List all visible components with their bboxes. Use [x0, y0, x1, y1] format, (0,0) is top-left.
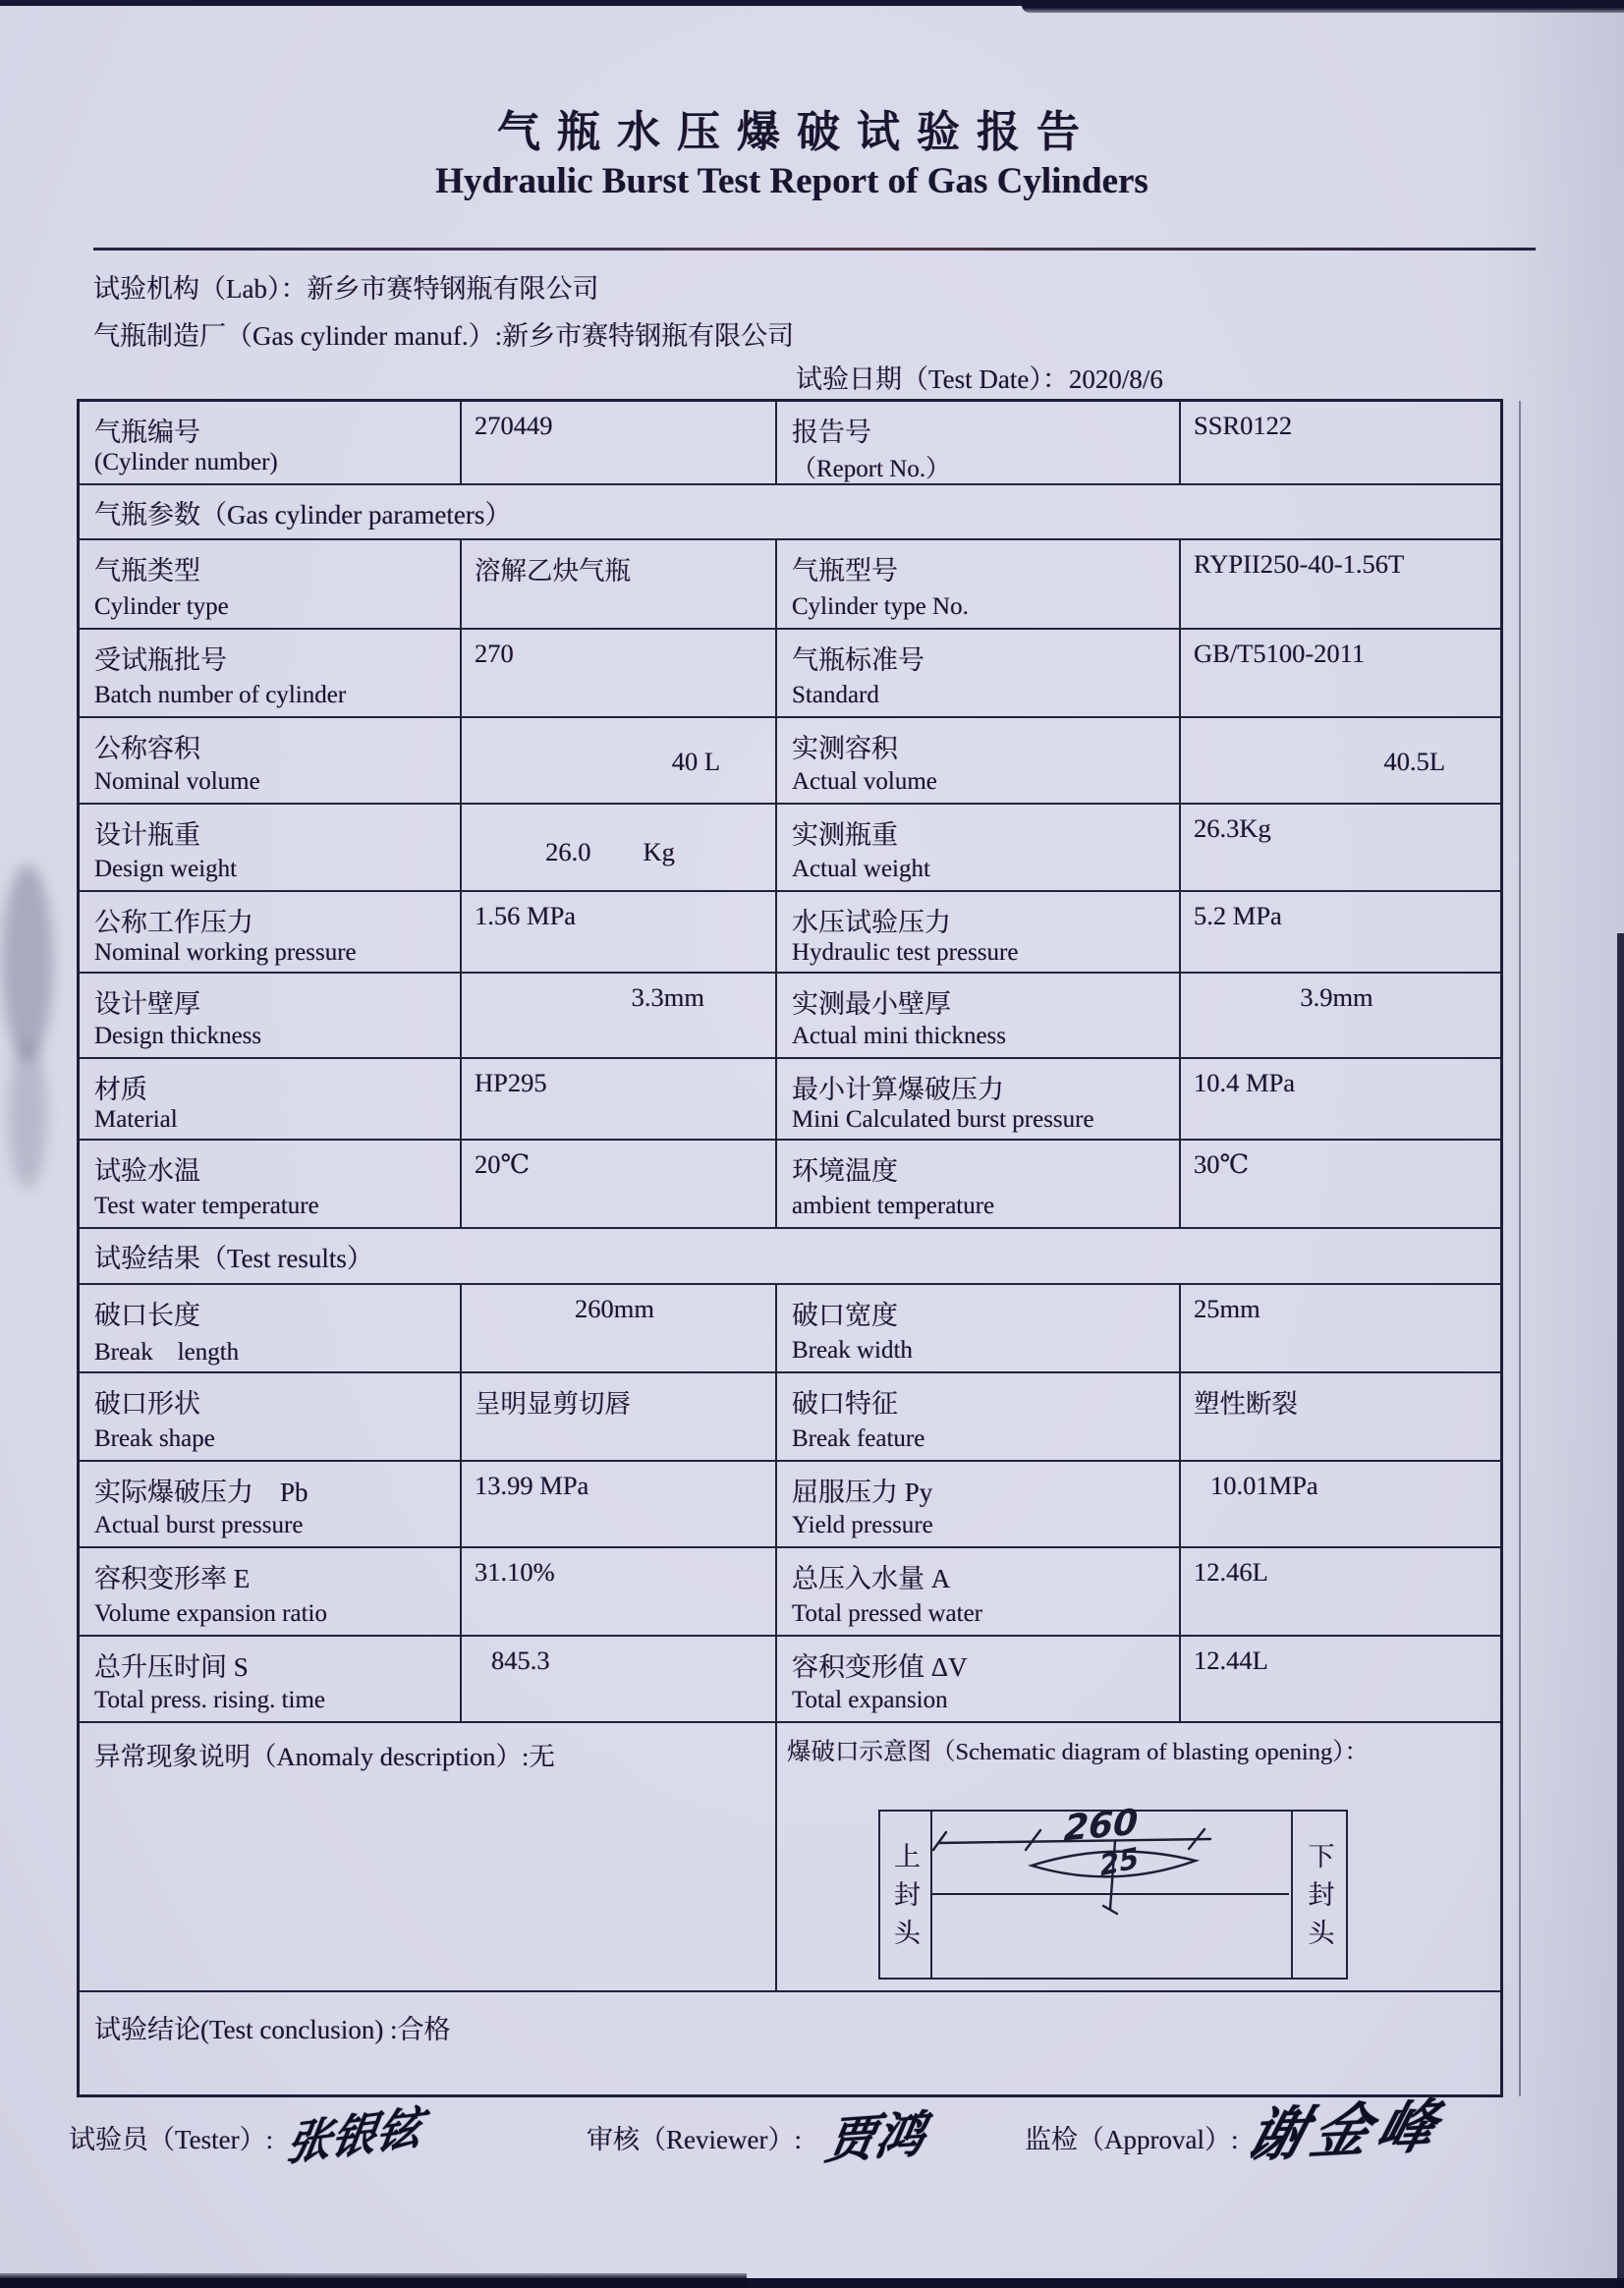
value-break-shape: 呈明显剪切唇: [462, 1373, 777, 1462]
value-nominal-working-pressure: 1.56 MPa: [462, 892, 777, 974]
label-nominal-working-pressure: [80, 892, 462, 974]
label-en: Break feature: [792, 1425, 925, 1452]
value-actual-burst-pressure: 13.99 MPa: [462, 1462, 777, 1548]
label-en: Actual burst pressure: [94, 1512, 304, 1538]
label-en: Break shape: [94, 1425, 215, 1452]
value-cylinder-type-no: RYPII250-40-1.56T: [1181, 540, 1500, 630]
value-cylinder-number: 270449: [462, 402, 777, 485]
label-cn: 实测容积: [792, 734, 898, 763]
label-yield-pressure: [777, 1462, 1181, 1548]
label-cn: 气瓶类型: [94, 556, 200, 586]
label-standard: [777, 630, 1181, 718]
scan-artifact-smudge: [2, 865, 53, 1061]
section-test-results: 试验结果（Test results）: [80, 1229, 1500, 1285]
label-en: Nominal volume: [94, 768, 260, 795]
value-mini-calculated-burst-pressure: 10.4 MPa: [1181, 1059, 1500, 1141]
label-en: Actual weight: [792, 856, 930, 882]
label-en: Standard: [792, 682, 879, 708]
label-actual-burst-pressure: [80, 1462, 462, 1548]
schematic-diagram: [878, 1802, 1348, 1980]
value-break-width: 25mm: [1181, 1285, 1500, 1373]
label-cn: 总升压时间 S: [94, 1652, 249, 1682]
label-actual-volume: [777, 718, 1181, 805]
label-cn: 破口特征: [792, 1389, 898, 1419]
label-en: Cylinder type: [94, 593, 229, 620]
value-volume-expansion-ratio: 31.10%: [462, 1548, 777, 1637]
label-en: Mini Calculated burst pressure: [792, 1106, 1094, 1133]
label-en: Break length: [94, 1339, 240, 1366]
label-cn: 气瓶标准号: [792, 645, 924, 675]
label-cn: 气瓶型号: [792, 556, 898, 586]
label-en: Yield pressure: [792, 1512, 933, 1538]
label-design-thickness: [80, 974, 462, 1059]
label-en: Cylinder type No.: [792, 593, 969, 620]
tester-label: 试验员（Tester）:: [69, 2125, 274, 2154]
schematic-heading: 爆破口示意图（Schematic diagram of blasting opening）：: [787, 1739, 1369, 1765]
label-actual-mini-thickness: [777, 974, 1181, 1059]
label-total-press-rising-time: [80, 1637, 462, 1723]
scan-artifact-ghost-line: [1519, 401, 1521, 2096]
label-en: Actual volume: [792, 768, 937, 795]
label-nominal-volume: [80, 718, 462, 805]
label-test-water-temperature: [80, 1141, 462, 1229]
scan-artifact-bottom-left-edge: [0, 2273, 747, 2288]
label-cn: 容积变形率 E: [94, 1564, 251, 1593]
label-cylinder-type: [80, 540, 462, 630]
label-cn: 设计壁厚: [94, 989, 200, 1019]
schematic-cell: [777, 1723, 1500, 1992]
value-yield-pressure: 10.01MPa: [1181, 1462, 1500, 1548]
label-cn: 实测瓶重: [792, 820, 898, 850]
label-en: Design weight: [94, 856, 238, 882]
label-break-length: [80, 1285, 462, 1373]
label-cn: 报告号: [792, 418, 871, 447]
label-en: Design thickness: [94, 1023, 262, 1049]
approval-label: 监检（Approval）:: [1025, 2125, 1239, 2154]
label-cn: 破口宽度: [792, 1301, 898, 1330]
approval-signature: 谢金峰: [1239, 2092, 1452, 2170]
label-cn: 气瓶编号: [94, 418, 200, 447]
label-cn: 受试瓶批号: [94, 645, 227, 675]
label-cylinder-number: [80, 402, 462, 485]
label-en: ambient temperature: [792, 1193, 995, 1219]
value-break-length: 260mm: [462, 1285, 777, 1373]
label-total-expansion: [777, 1637, 1181, 1723]
scan-artifact-top-right-edge: [1022, 0, 1624, 13]
diagram-upper-head-label: 上封头: [880, 1812, 932, 1978]
label-cn: 材质: [94, 1075, 147, 1104]
label-actual-weight: [777, 805, 1181, 892]
value-break-feature: 塑性断裂: [1181, 1373, 1500, 1462]
value-nominal-volume: 40 L: [462, 718, 777, 805]
label-en: Hydraulic test pressure: [792, 939, 1019, 966]
label-en: Actual mini thickness: [792, 1023, 1007, 1049]
value-test-water-temperature: 20℃: [462, 1141, 777, 1229]
label-cylinder-type-no: [777, 540, 1181, 630]
label-en: (Cylinder number): [94, 449, 278, 475]
report-table: [77, 399, 1503, 2097]
test-date: 试验日期（Test Date）：2020/8/6: [796, 364, 1163, 394]
scan-artifact-smudge: [8, 1041, 47, 1189]
scan-artifact-bottom-edge: [0, 2278, 1624, 2288]
value-standard: GB/T5100-2011: [1181, 630, 1500, 718]
title-divider: [93, 248, 1536, 251]
diagram-lower-head-label: 下封头: [1291, 1812, 1346, 1978]
label-en: Total expansion: [792, 1687, 948, 1713]
manufacturer-line: 气瓶制造厂（Gas cylinder manuf.）:新乡市赛特钢瓶有限公司: [93, 321, 795, 351]
value-actual-weight: 26.3Kg: [1181, 805, 1500, 892]
diagram-crack-area: [932, 1802, 1291, 1978]
label-en: Volume expansion ratio: [94, 1600, 327, 1627]
value-total-expansion: 12.44L: [1181, 1637, 1500, 1723]
value-total-pressed-water: 12.46L: [1181, 1548, 1500, 1637]
value-design-thickness: 3.3mm: [462, 974, 777, 1059]
label-break-feature: [777, 1373, 1181, 1462]
label-mini-calculated-burst-pressure: [777, 1059, 1181, 1141]
label-cn: 实测最小壁厚: [792, 989, 951, 1019]
label-cn: 实际爆破压力 Pb: [94, 1478, 308, 1507]
label-cn: 水压试验压力: [792, 908, 951, 937]
value-actual-volume: 40.5L: [1181, 718, 1500, 805]
value-design-weight: 26.0 Kg: [462, 805, 777, 892]
section-parameters: 气瓶参数（Gas cylinder parameters）: [80, 485, 1500, 540]
label-total-pressed-water: [777, 1548, 1181, 1637]
label-en: Material: [94, 1106, 178, 1133]
scan-artifact-top-edge: [0, 0, 1624, 6]
page-title-cn: 气 瓶 水 压 爆 破 试 验 报 告: [497, 108, 1083, 156]
tester-signature: 张银铉: [282, 2099, 426, 2172]
label-cn: 环境温度: [792, 1156, 898, 1186]
label-break-shape: [80, 1373, 462, 1462]
label-cn: 总压入水量 A: [792, 1564, 951, 1593]
label-en: Total press. rising. time: [94, 1687, 326, 1713]
label-design-weight: [80, 805, 462, 892]
value-batch-number: 270: [462, 630, 777, 718]
label-cn: 破口形状: [94, 1389, 200, 1419]
value-cylinder-type: 溶解乙炔气瓶: [462, 540, 777, 630]
value-report-no: SSR0122: [1181, 402, 1500, 485]
reviewer-label: 审核（Reviewer）:: [587, 2125, 802, 2154]
anomaly-description: 异常现象说明（Anomaly description）:无: [80, 1723, 777, 1992]
label-en: Total pressed water: [792, 1600, 983, 1627]
label-volume-expansion-ratio: [80, 1548, 462, 1637]
label-cn: 屈服压力 Py: [792, 1478, 933, 1507]
label-report-no: [777, 402, 1181, 485]
label-cn: 破口长度: [94, 1301, 200, 1330]
value-hydraulic-test-pressure: 5.2 MPa: [1181, 892, 1500, 974]
label-cn: 设计瓶重: [94, 820, 200, 850]
value-total-press-rising-time: 845.3: [462, 1637, 777, 1723]
label-en: Batch number of cylinder: [94, 682, 347, 708]
label-ambient-temperature: [777, 1141, 1181, 1229]
reviewer-signature: 贾鸿: [821, 2105, 930, 2170]
label-cn: 试验水温: [94, 1156, 200, 1186]
label-cn: 公称工作压力: [94, 908, 253, 937]
label-cn: 容积变形值 ΔV: [792, 1652, 968, 1682]
lab-line: 试验机构（Lab）：新乡市赛特钢瓶有限公司: [93, 274, 599, 304]
label-hydraulic-test-pressure: [777, 892, 1181, 974]
scan-artifact-right-edge: [1617, 933, 1624, 2288]
diagram-length-dim: 260: [1063, 1802, 1140, 1850]
value-ambient-temperature: 30℃: [1181, 1141, 1500, 1229]
label-en: （Report No.）: [792, 456, 951, 482]
label-break-width: [777, 1285, 1181, 1373]
label-cn: 公称容积: [94, 734, 200, 763]
label-en: Break width: [792, 1337, 913, 1364]
diagram-width-dim: 25: [1097, 1840, 1141, 1883]
label-batch-number: [80, 630, 462, 718]
label-en: Nominal working pressure: [94, 939, 357, 966]
label-cn: 最小计算爆破压力: [792, 1075, 1004, 1104]
page-title-en: Hydraulic Burst Test Report of Gas Cylinders: [435, 161, 1148, 201]
conclusion-cell: 试验结论(Test conclusion) :合格: [94, 2015, 451, 2044]
label-material: [80, 1059, 462, 1141]
value-actual-mini-thickness: 3.9mm: [1181, 974, 1500, 1059]
label-en: Test water temperature: [94, 1193, 319, 1219]
value-material: HP295: [462, 1059, 777, 1141]
